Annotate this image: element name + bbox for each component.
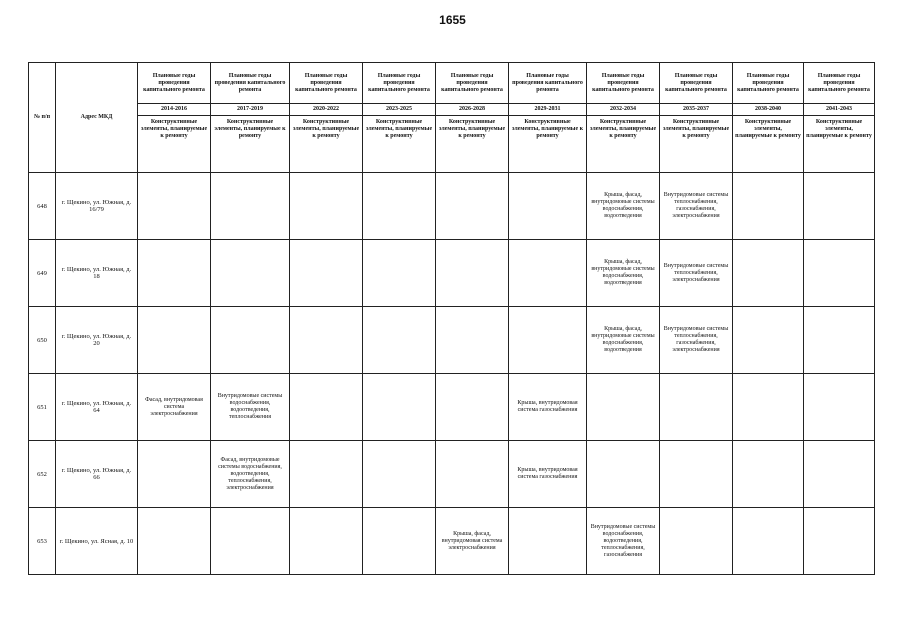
plan-cell (509, 240, 587, 307)
header-group-row (29, 63, 875, 104)
plan-cell: Фасад, внутридомовая система электроснабжения (138, 374, 211, 441)
row-address: г. Щекино, ул. Южная, д. 18 (56, 240, 138, 307)
elements-label: Конструктивные элементы, планируемые к ремонту (211, 116, 290, 173)
plan-cell (138, 173, 211, 240)
header-group: Плановые годы проведения капитального ремонта (363, 63, 436, 104)
elements-label: Конструктивные элементы, планируемые к ремонту (587, 116, 660, 173)
plan-cell (587, 441, 660, 508)
plan-cell: Крыша, фасад, внутридомовая система электроснабжения (436, 508, 509, 575)
plan-cell (290, 374, 363, 441)
plan-cell: Крыша, фасад, внутридомовые системы водоснабжения, водоотведения (587, 240, 660, 307)
page-number: 1655 (439, 13, 466, 27)
plan-cell (363, 240, 436, 307)
header-group: Плановые годы проведения капитального ремонта (733, 63, 804, 104)
plan-cell (211, 508, 290, 575)
plan-cell (733, 441, 804, 508)
plan-cell (804, 307, 875, 374)
elements-label: Конструктивные элементы, планируемые к ремонту (509, 116, 587, 173)
year-range: 2029-2031 (509, 104, 587, 116)
plan-cell: Крыша, внутридомовая система газоснабжения (509, 374, 587, 441)
elements-label: Конструктивные элементы, планируемые к ремонту (804, 116, 875, 173)
header-years-row (29, 104, 875, 116)
repair-plan-table (28, 62, 875, 575)
table-row (29, 508, 875, 575)
elements-label: Конструктивные элементы, планируемые к ремонту (138, 116, 211, 173)
table-row (29, 307, 875, 374)
plan-cell (211, 240, 290, 307)
elements-label: Конструктивные элементы, планируемые к ремонту (436, 116, 509, 173)
year-range: 2032-2034 (587, 104, 660, 116)
plan-cell: Крыша, фасад, внутридомовые системы водоснабжения, водоотведения (587, 173, 660, 240)
plan-cell (509, 173, 587, 240)
table-row (29, 240, 875, 307)
header-address: Адрес МКД (56, 63, 138, 173)
header-group: Плановые годы проведения капитального ремонта (660, 63, 733, 104)
row-address: г. Щекино, ул. Ясная, д. 10 (56, 508, 138, 575)
year-range: 2026-2028 (436, 104, 509, 116)
row-number: 649 (29, 240, 56, 307)
plan-cell (587, 374, 660, 441)
plan-cell (733, 374, 804, 441)
plan-cell (436, 240, 509, 307)
plan-cell (138, 307, 211, 374)
year-range: 2020-2022 (290, 104, 363, 116)
header-group: Плановые годы проведения капитального ремонта (138, 63, 211, 104)
plan-cell (436, 173, 509, 240)
header-elements-row (29, 116, 875, 173)
plan-cell: Внутридомовые системы водоснабжения, водоотведения, теплоснабжения, газоснабжения (587, 508, 660, 575)
plan-cell (509, 307, 587, 374)
plan-cell (211, 307, 290, 374)
plan-cell (211, 173, 290, 240)
row-number: 650 (29, 307, 56, 374)
year-range: 2017-2019 (211, 104, 290, 116)
elements-label: Конструктивные элементы, планируемые к ремонту (733, 116, 804, 173)
header-group: Плановые годы проведения капитального ремонта (211, 63, 290, 104)
plan-cell (804, 374, 875, 441)
plan-cell: Внутридомовые системы теплоснабжения, газоснабжения, электроснабжения (660, 173, 733, 240)
elements-label: Конструктивные элементы, планируемые к ремонту (363, 116, 436, 173)
plan-cell: Крыша, фасад, внутридомовые системы водоснабжения, водоотведения (587, 307, 660, 374)
elements-label: Конструктивные элементы, планируемые к ремонту (290, 116, 363, 173)
plan-cell (660, 441, 733, 508)
plan-cell (509, 508, 587, 575)
plan-cell (804, 508, 875, 575)
plan-cell (363, 441, 436, 508)
year-range: 2035-2037 (660, 104, 733, 116)
plan-cell (660, 508, 733, 575)
plan-cell (804, 441, 875, 508)
plan-cell (436, 307, 509, 374)
header-group: Плановые годы проведения капитального ремонта (436, 63, 509, 104)
year-range: 2023-2025 (363, 104, 436, 116)
plan-cell (733, 508, 804, 575)
row-number: 653 (29, 508, 56, 575)
header-group: Плановые годы проведения капитального ремонта (290, 63, 363, 104)
plan-cell (733, 173, 804, 240)
year-range: 2038-2040 (733, 104, 804, 116)
header-group: Плановые годы проведения капитального ремонта (509, 63, 587, 104)
year-range: 2041-2043 (804, 104, 875, 116)
plan-cell (363, 508, 436, 575)
plan-cell (138, 441, 211, 508)
plan-cell (363, 374, 436, 441)
table-row (29, 441, 875, 508)
plan-cell (138, 508, 211, 575)
plan-cell (804, 240, 875, 307)
plan-cell: Внутридомовые системы теплоснабжения, газоснабжения, электроснабжения (660, 307, 733, 374)
plan-cell (290, 173, 363, 240)
elements-label: Конструктивные элементы, планируемые к ремонту (660, 116, 733, 173)
plan-cell (290, 307, 363, 374)
plan-cell: Внутридомовые системы теплоснабжения, электроснабжения (660, 240, 733, 307)
row-number: 652 (29, 441, 56, 508)
row-address: г. Щекино, ул. Южная, д. 20 (56, 307, 138, 374)
header-group: Плановые годы проведения капитального ремонта (804, 63, 875, 104)
table-row (29, 173, 875, 240)
plan-cell (436, 374, 509, 441)
plan-cell: Фасад, внутридомовые системы водоснабжения, водоотведения, теплоснабжения, электроснабжения (211, 441, 290, 508)
row-address: г. Щекино, ул. Южная, д. 66 (56, 441, 138, 508)
plan-cell (363, 307, 436, 374)
plan-cell (733, 240, 804, 307)
row-number: 648 (29, 173, 56, 240)
header-num: № п/п (29, 63, 56, 173)
plan-cell (290, 240, 363, 307)
plan-cell: Внутридомовые системы водоснабжения, водоотведения, теплоснабжения (211, 374, 290, 441)
year-range: 2014-2016 (138, 104, 211, 116)
plan-cell (138, 240, 211, 307)
row-address: г. Щекино, ул. Южная, д. 16/79 (56, 173, 138, 240)
header-group: Плановые годы проведения капитального ремонта (587, 63, 660, 104)
plan-cell (660, 374, 733, 441)
row-address: г. Щекино, ул. Южная, д. 64 (56, 374, 138, 441)
table-row (29, 374, 875, 441)
plan-cell (804, 173, 875, 240)
plan-cell (363, 173, 436, 240)
plan-cell (733, 307, 804, 374)
plan-cell (290, 508, 363, 575)
plan-cell (436, 441, 509, 508)
plan-cell (290, 441, 363, 508)
plan-cell: Крыша, внутридомовая система газоснабжения (509, 441, 587, 508)
row-number: 651 (29, 374, 56, 441)
